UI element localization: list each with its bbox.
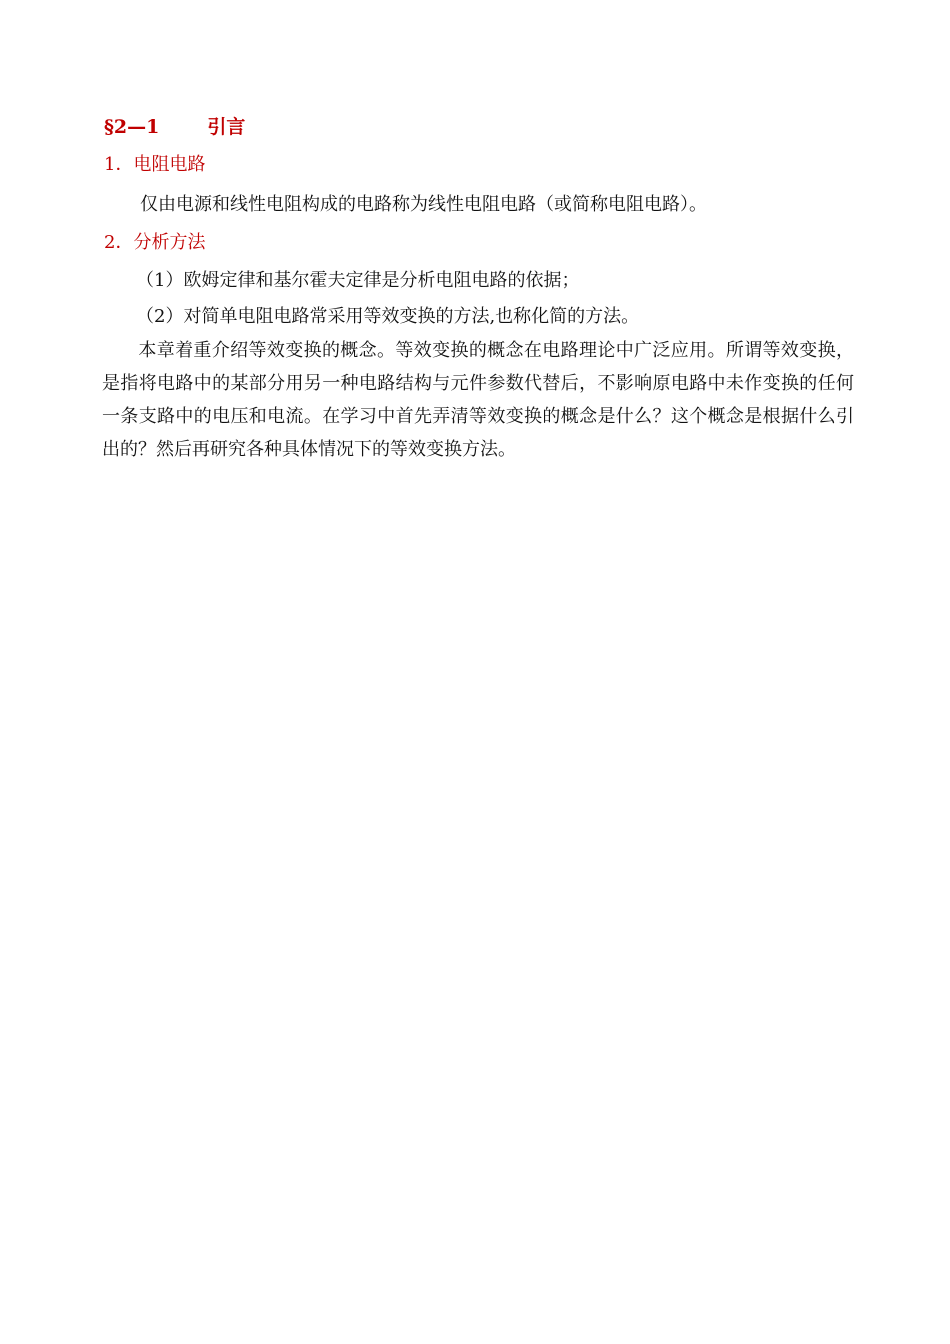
section-title: 引言 bbox=[207, 116, 246, 138]
method-line-1: （1）欧姆定律和基尔霍夫定律是分析电阻电路的依据； bbox=[136, 270, 580, 291]
section-number: §2—1 bbox=[104, 116, 160, 138]
subheading-analysis-method: 2．分析方法 bbox=[104, 232, 206, 253]
method-line-2: （2）对简单电阻电路常采用等效变换的方法,也称化简的方法。 bbox=[136, 306, 640, 327]
paragraph-text: 本章着重介绍等效变换的概念。等效变换的概念在电路理论中广泛应用。所谓等效变换，是指将电路中的某部分用另一种电路结构与元件参数代替后，不影响原电路中未作变换的任何一条支路中的电压和电流。在学习中首先弄清等效变换的概念是什么？这个概念是根据什么引出的？然后再研究各种具体情况下的等效变换方法。 bbox=[102, 340, 854, 460]
section-heading bbox=[104, 112, 245, 139]
definition-line: 仅由电源和线性电阻构成的电路称为线性电阻电路（或简称电阻电路）。 bbox=[140, 194, 707, 215]
subheading-resistive-circuit: 1．电阻电路 bbox=[104, 154, 206, 175]
chapter-intro-paragraph bbox=[102, 334, 854, 466]
